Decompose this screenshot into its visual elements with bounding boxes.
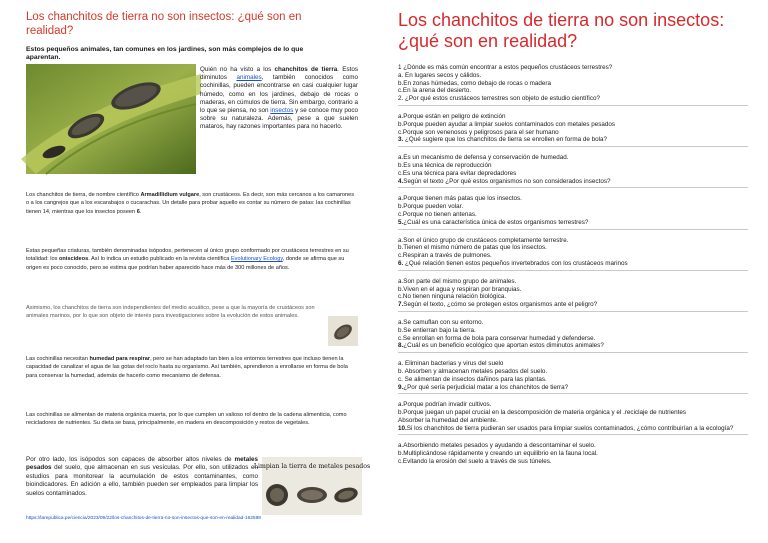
- option-a[interactable]: a.Se camuflan con su entorno.: [398, 318, 484, 326]
- option-b[interactable]: b.Se entierran bajo la tierra.: [398, 326, 476, 334]
- article-page: [26, 10, 371, 535]
- paragraph-acuatico: Asimismo, los chanchitos de tierra son independientes del medio acuático, pese a que la mayoría de crustáceos son animales marinos, por lo que son objeto de interés para investigaciones sobre la evolución de estos animales.: [26, 305, 315, 320]
- option-a[interactable]: a.Porque podrían invadir cultivos.: [398, 401, 492, 409]
- option-c[interactable]: c.Evitando la erosión del suelo a través de sus túneles.: [398, 458, 552, 466]
- option-c[interactable]: c.Respiran a través de pulmones.: [398, 252, 492, 260]
- option-c[interactable]: Absorber la humedad del ambiente.: [398, 416, 498, 424]
- article-subtitle: Estos pequeños animales, tan comunes en los jardines, son más complejos de lo que aparentan.: [26, 46, 304, 61]
- question-6: [398, 260, 758, 301]
- question-1: [398, 64, 758, 95]
- woodlouse-small-photo: [328, 316, 358, 346]
- question-text: 7.Según el texto, ¿cómo se protegen estos organismos ante el peligro?: [398, 301, 598, 309]
- paragraph-alimentacion: Las cochinillas se alimentan de materia orgánica muerta, por lo que cumplen un valioso rol dentro de la cadena alimenticia, como recicladores de nutrientes. Su dieta se basa, principalmente, en madera en descomposición y restos de vegetales.: [26, 412, 347, 427]
- option-c[interactable]: c.Porque son venenosos y peligrosos para el ser humano: [398, 128, 559, 136]
- question-text: 5.¿Cuál es una característica única de estos organismos terrestres?: [398, 218, 589, 226]
- link-insectos[interactable]: insectos: [270, 107, 294, 115]
- question-text: 3. ¿Qué sugiere que los chanchitos de tierra se enrollen en forma de bola?: [398, 136, 607, 144]
- option-c[interactable]: c.En la arena del desierto.: [398, 87, 472, 95]
- metals-image: [253, 457, 371, 515]
- option-c[interactable]: c.Porque no tienen antenas.: [398, 210, 477, 218]
- option-b[interactable]: b.Multiplicándose rápidamente y creando un equilibrio en la fauna local.: [398, 450, 598, 458]
- question-2: [398, 95, 758, 136]
- option-b[interactable]: b.Porque pueden volar.: [398, 203, 464, 211]
- woodlouse-photo: [26, 64, 196, 174]
- option-b[interactable]: b.Tienen el mismo número de patas que los insectos.: [398, 244, 547, 252]
- option-b[interactable]: b. Absorben y almacenan metales pesados del suelo.: [398, 367, 548, 375]
- option-c[interactable]: c.Es una técnica para evitar depredadores: [398, 169, 517, 177]
- question-8: [398, 342, 758, 383]
- divider: [398, 270, 748, 271]
- option-a[interactable]: a.Porque tienen más patas que los insectos.: [398, 195, 522, 203]
- question-text: 6. ¿Qué relación tienen estos pequeños invertebrados con los crustáceos marinos: [398, 259, 628, 267]
- article-intro: [26, 64, 366, 182]
- questions-page: [398, 10, 758, 535]
- link-animales[interactable]: animales: [236, 74, 262, 82]
- question-text: 8.¿Cuál es un beneficio ecológico que aportan estos diminutos animales?: [398, 342, 604, 350]
- question-9: [398, 384, 758, 425]
- questions-list: [398, 64, 758, 466]
- question-7: [398, 301, 758, 342]
- question-4: [398, 178, 758, 219]
- divider: [398, 105, 748, 106]
- paragraph-metales: Por otro lado, los isópodos son capaces de absorber altos niveles de metales pesados del suelo, que almacenan en sus vesículas. Por ello, son utilizados en estudios para monitorear la acumulación de estos contaminantes, como bioindicadores. En adición a ello, también pueden ser empleados para limpiar los suelos contaminados.: [26, 456, 258, 497]
- source-link[interactable]: https://larepublica.pe/ciencia/2023/09/22/los-chanchitos-de-tierra-no-son-insectos-que-son-en-realidad-162598: [26, 516, 261, 521]
- link-evolutionary-ecology[interactable]: Evolutionary Ecology: [230, 256, 283, 263]
- divider: [398, 311, 748, 312]
- option-a[interactable]: a.Son el único grupo de crustáceos completamente terrestre.: [398, 236, 569, 244]
- question-text: 2. ¿Por qué estos crustáceos terrestres son objeto de estudio científico?: [398, 95, 600, 103]
- divider: [398, 187, 748, 188]
- option-b[interactable]: b.Es una técnica de reproducción: [398, 161, 492, 169]
- paragraph-crustaceos: Los chanchitos de tierra, de nombre científico Armadillidium vulgare, son crustáceos. Es decir, son más cercanos a los camarones o a los cangrejos que a los escarabajos o cucarachas. Un detalle para probar aquello es contar su número de patas: las cochinillas tienen 14, mientras que los insectos poseen 6.: [26, 192, 355, 215]
- paragraph-humedad: Las cochinillas necesitan humedad para respirar, pero se han adaptado tan bien a los entornos terrestres que incluso tienen la capacidad de canalizar el agua de las gotas del rocío hasta su organismo. Así también, aprendieron a enrollarse en forma de bola para conservar la humedad, además de hacerlo como mecanismo de defensa.: [26, 356, 348, 379]
- option-c[interactable]: c. Se alimentan de insectos dañinos para las plantas.: [398, 375, 547, 383]
- option-a[interactable]: a.Porque están en peligro de extinción: [398, 112, 506, 120]
- divider: [398, 146, 748, 147]
- quiz-title: Los chanchitos de tierra no son insectos: ¿qué son en realidad?: [398, 10, 725, 51]
- option-b[interactable]: b.Porque pueden ayudar a limpiar suelos contaminados con metales pesados: [398, 120, 616, 128]
- option-b[interactable]: b.Porque juegan un papel crucial en la descomposición de materia orgánica y el .reciclaje de nutrientes: [398, 409, 687, 417]
- question-5: [398, 219, 758, 260]
- question-10: [398, 425, 758, 466]
- option-a[interactable]: a.Es un mecanismo de defensa y conservación de humedad.: [398, 154, 569, 162]
- question-text: 4.Según el texto ¿Por qué estos organismos no son considerados insectos?: [398, 177, 611, 185]
- option-a[interactable]: a.Absorbiendo metales pesados y ayudando a descontaminar el suelo.: [398, 442, 596, 450]
- image-caption: Limpian la tierra de metales pesados: [253, 463, 371, 470]
- intro-paragraph: Quién no ha visto a los chanchitos de tierra. Estos diminutos animales, también conocidos como cochinillas, pueden encontrarse en casi cualquier lugar húmedo, como en los jardines, debajo de rocas o maderas, en cúmulos de tierra. Sin embargo, contrario a lo que se piensa, no son insectos y se conoce muy poco sobre su naturaleza. Además, pese a que suelen mataros, hay razones importantes para no hacerlo.: [200, 66, 358, 131]
- article-title: Los chanchitos de tierra no son insectos: ¿qué son en realidad?: [26, 11, 302, 37]
- divider: [398, 352, 748, 353]
- paragraph-isopodos: Estas pequeñas criaturas, también denominadas isópodos, pertenecen al único grupo conformado por crustáceos terrestres en su totalidad: los oniscideos. Así lo indica un estudio publicado en la revista científica Evolutionary Ecology, donde se afirma que su origen es poco conocido, pero se estima que podrían haber aparecido hace más de 300 millones de años.: [26, 248, 349, 271]
- option-b[interactable]: b.En zonas húmedas, como debajo de rocas o madera: [398, 79, 551, 87]
- option-a[interactable]: a. En lugares secos y cálidos.: [398, 71, 482, 79]
- divider: [398, 434, 748, 435]
- option-b[interactable]: b.Viven en el agua y respiran por branquias.: [398, 285, 522, 293]
- question-text: 1 ¿Dónde es más común encontrar a estos pequeños crustáceos terrestres?: [398, 64, 613, 71]
- divider: [398, 229, 748, 230]
- option-c[interactable]: c.No tienen ninguna relación biológica.: [398, 293, 507, 301]
- option-c[interactable]: c.Se enrollan en forma de bola para conservar humedad y defenderse.: [398, 334, 596, 342]
- option-a[interactable]: a. Eliminan bacterias y virus del suelo: [398, 360, 504, 368]
- option-a[interactable]: a.Son parte del mismo grupo de animales.: [398, 277, 517, 285]
- question-3: [398, 136, 758, 177]
- question-text: 10.Si los chanchitos de tierra pudieran ser usados para limpiar suelos contaminados, ¿cómo contribuirían a la ecología?: [398, 424, 734, 432]
- divider: [398, 393, 748, 394]
- question-text: 9.¿Por qué sería perjudicial matar a los chanchitos de tierra?: [398, 383, 569, 391]
